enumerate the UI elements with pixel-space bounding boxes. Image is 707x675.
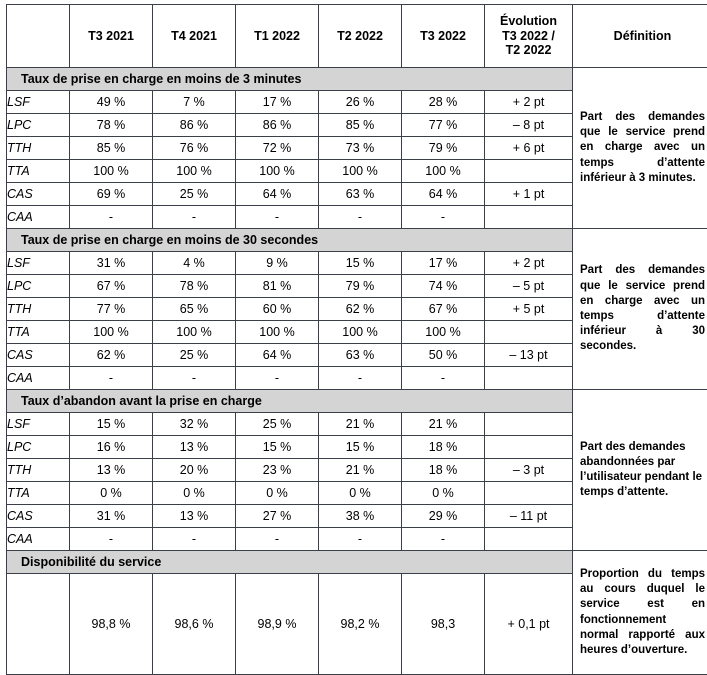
cell-value: - (236, 206, 319, 229)
cell-value: 0 % (236, 482, 319, 505)
cell-value: 15 % (319, 436, 402, 459)
row-label: CAS (7, 344, 70, 367)
table-header (7, 5, 707, 68)
cell-value: - (70, 528, 153, 551)
cell-value: 4 % (153, 252, 236, 275)
row-label: CAA (7, 367, 70, 390)
cell-value: 72 % (236, 137, 319, 160)
row-label: TTA (7, 321, 70, 344)
cell-value: 85 % (319, 114, 402, 137)
cell-value: 64 % (236, 183, 319, 206)
cell-value: - (153, 206, 236, 229)
section-title: Taux de prise en charge en moins de 3 minutes (7, 68, 573, 91)
header-period-t1-2022: T1 2022 (236, 5, 319, 68)
cell-value: 20 % (153, 459, 236, 482)
cell-evolution: + 0,1 pt (485, 574, 573, 675)
cell-evolution (485, 413, 573, 436)
cell-value: - (319, 206, 402, 229)
cell-value: - (236, 528, 319, 551)
cell-value: 15 % (236, 436, 319, 459)
cell-value: 62 % (319, 298, 402, 321)
section-title: Taux d’abandon avant la prise en charge (7, 390, 573, 413)
cell-value: - (402, 367, 485, 390)
section-title: Taux de prise en charge en moins de 30 secondes (7, 229, 573, 252)
cell-value: 31 % (70, 505, 153, 528)
cell-evolution: – 13 pt (485, 344, 573, 367)
row-label: TTH (7, 298, 70, 321)
row-label: CAS (7, 505, 70, 528)
cell-value: - (236, 367, 319, 390)
section-title: Disponibilité du service (7, 551, 573, 574)
cell-value: 100 % (70, 160, 153, 183)
section-header-row (7, 551, 707, 574)
cell-value: 100 % (236, 321, 319, 344)
cell-evolution (485, 321, 573, 344)
cell-value: 79 % (402, 137, 485, 160)
cell-value: 100 % (236, 160, 319, 183)
row-label: LPC (7, 275, 70, 298)
cell-evolution: + 6 pt (485, 137, 573, 160)
cell-value: 9 % (236, 252, 319, 275)
cell-value: 21 % (319, 413, 402, 436)
header-evolution-line3: T2 2022 (506, 43, 552, 57)
cell-evolution: – 8 pt (485, 114, 573, 137)
header-evolution-line1: Évolution (500, 14, 557, 28)
cell-value: 67 % (70, 275, 153, 298)
row-label: LPC (7, 114, 70, 137)
header-row (7, 5, 707, 68)
cell-value: 78 % (70, 114, 153, 137)
cell-value: 73 % (319, 137, 402, 160)
row-label (7, 574, 70, 675)
cell-value: 32 % (153, 413, 236, 436)
section-definition: Proportion du temps au cours duquel le service est en fonctionnement normal rapporté aux heures d’ouverture. (573, 551, 707, 675)
section-definition: Part des demandes que le service prend en charge avec un temps d’attente inférieur à 30 secondes. (573, 229, 707, 390)
cell-value: 21 % (402, 413, 485, 436)
table-body (7, 68, 707, 675)
section-header-row (7, 68, 707, 91)
section-header-row (7, 229, 707, 252)
cell-evolution: + 2 pt (485, 252, 573, 275)
header-definition: Définition (573, 5, 707, 68)
cell-value: 98,3 (402, 574, 485, 675)
cell-value: 50 % (402, 344, 485, 367)
cell-evolution (485, 367, 573, 390)
cell-value: 13 % (153, 436, 236, 459)
cell-value: 77 % (70, 298, 153, 321)
cell-evolution: – 5 pt (485, 275, 573, 298)
cell-evolution: – 3 pt (485, 459, 573, 482)
cell-value: 76 % (153, 137, 236, 160)
cell-value: 79 % (319, 275, 402, 298)
cell-value: 98,6 % (153, 574, 236, 675)
cell-evolution: + 5 pt (485, 298, 573, 321)
cell-value: 0 % (402, 482, 485, 505)
header-period-t4-2021: T4 2021 (153, 5, 236, 68)
cell-value: 28 % (402, 91, 485, 114)
cell-value: 18 % (402, 459, 485, 482)
cell-value: 7 % (153, 91, 236, 114)
header-corner (7, 5, 70, 68)
cell-value: 98,2 % (319, 574, 402, 675)
cell-evolution (485, 160, 573, 183)
cell-value: 63 % (319, 183, 402, 206)
cell-value: 0 % (319, 482, 402, 505)
row-label: LSF (7, 413, 70, 436)
cell-value: - (402, 206, 485, 229)
cell-value: 64 % (402, 183, 485, 206)
cell-value: 21 % (319, 459, 402, 482)
cell-value: - (70, 206, 153, 229)
cell-value: 100 % (402, 321, 485, 344)
cell-value: - (402, 528, 485, 551)
cell-value: 27 % (236, 505, 319, 528)
cell-value: 31 % (70, 252, 153, 275)
header-evolution (485, 5, 573, 68)
cell-value: - (319, 528, 402, 551)
cell-value: 0 % (70, 482, 153, 505)
cell-value: 100 % (70, 321, 153, 344)
cell-value: 100 % (153, 160, 236, 183)
cell-value: - (153, 528, 236, 551)
cell-value: 63 % (319, 344, 402, 367)
cell-value: 86 % (236, 114, 319, 137)
cell-value: 67 % (402, 298, 485, 321)
header-period-t3-2022: T3 2022 (402, 5, 485, 68)
cell-value: 98,9 % (236, 574, 319, 675)
cell-value: 77 % (402, 114, 485, 137)
cell-evolution (485, 436, 573, 459)
cell-evolution (485, 528, 573, 551)
cell-value: 64 % (236, 344, 319, 367)
cell-value: 85 % (70, 137, 153, 160)
row-label: TTH (7, 459, 70, 482)
cell-value: 13 % (153, 505, 236, 528)
cell-value: 29 % (402, 505, 485, 528)
cell-value: 81 % (236, 275, 319, 298)
cell-evolution: – 11 pt (485, 505, 573, 528)
cell-value: 100 % (153, 321, 236, 344)
header-period-t2-2022: T2 2022 (319, 5, 402, 68)
cell-value: 62 % (70, 344, 153, 367)
cell-value: 16 % (70, 436, 153, 459)
row-label: LPC (7, 436, 70, 459)
cell-value: 38 % (319, 505, 402, 528)
header-period-t3-2021: T3 2021 (70, 5, 153, 68)
row-label: TTA (7, 482, 70, 505)
cell-value: 78 % (153, 275, 236, 298)
cell-value: 49 % (70, 91, 153, 114)
cell-evolution (485, 482, 573, 505)
cell-value: 60 % (236, 298, 319, 321)
cell-value: 86 % (153, 114, 236, 137)
row-label: CAS (7, 183, 70, 206)
cell-value: 15 % (319, 252, 402, 275)
row-label: TTA (7, 160, 70, 183)
row-label: CAA (7, 206, 70, 229)
section-definition: Part des demandes que le service prend en charge avec un temps d’attente inférieur à 3 minutes. (573, 68, 707, 229)
cell-value: 98,8 % (70, 574, 153, 675)
row-label: LSF (7, 91, 70, 114)
cell-value: 26 % (319, 91, 402, 114)
cell-evolution: + 2 pt (485, 91, 573, 114)
cell-value: 17 % (402, 252, 485, 275)
cell-value: 65 % (153, 298, 236, 321)
row-label: TTH (7, 137, 70, 160)
row-label: LSF (7, 252, 70, 275)
cell-evolution: + 1 pt (485, 183, 573, 206)
cell-value: 100 % (319, 160, 402, 183)
header-evolution-line2: T3 2022 / (502, 29, 555, 43)
cell-value: - (70, 367, 153, 390)
cell-value: 0 % (153, 482, 236, 505)
cell-value: 15 % (70, 413, 153, 436)
section-definition: Part des demandes abandonnées par l’utilisateur pendant le temps d’attente. (573, 390, 707, 551)
cell-value: 25 % (153, 344, 236, 367)
indicators-table (6, 4, 707, 675)
row-label: CAA (7, 528, 70, 551)
cell-value: - (153, 367, 236, 390)
cell-value: - (319, 367, 402, 390)
cell-value: 74 % (402, 275, 485, 298)
cell-evolution (485, 206, 573, 229)
cell-value: 25 % (153, 183, 236, 206)
cell-value: 13 % (70, 459, 153, 482)
section-header-row (7, 390, 707, 413)
cell-value: 25 % (236, 413, 319, 436)
cell-value: 17 % (236, 91, 319, 114)
cell-value: 23 % (236, 459, 319, 482)
cell-value: 100 % (319, 321, 402, 344)
cell-value: 69 % (70, 183, 153, 206)
cell-value: 18 % (402, 436, 485, 459)
cell-value: 100 % (402, 160, 485, 183)
